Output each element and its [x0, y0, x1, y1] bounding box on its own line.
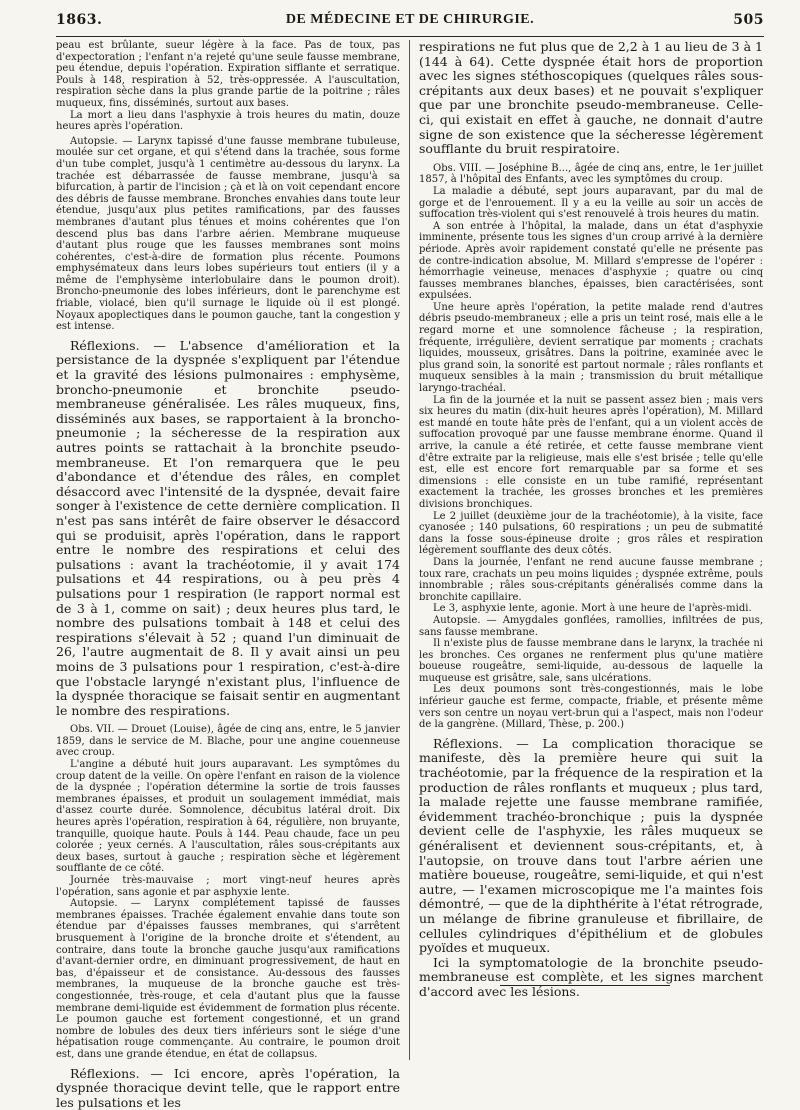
page-number: 505: [733, 12, 764, 28]
case-viii-lungs: Les deux poumons sont très-congestionnés, mais le lobe inférieur gauche est ferme, compacte, friable, et présente même vers son centre un noyau vert-brun qui a l'aspect, mais non l'odeur de la gangrène. (Millard, Thèse, p. 200.): [419, 684, 763, 730]
observation-viii-heading: Obs. VIII. — Joséphine B..., âgée de cinq ans, entre, le 1er juillet 1857, à l'hôpital des Enfants, avec les symptômes du croup.: [419, 163, 763, 186]
case-viii-day: Dans la journée, l'enfant ne rend aucune fausse membrane ; toux rare, crachats un peu moins liquides ; dyspnée extrême, pouls innombrable ; râles sous-crépitants généralisés comme dans la bronchite capillaire.: [419, 557, 763, 603]
case-vi-death: La mort a lieu dans l'asphyxie à trois heures du matin, douze heures après l'opération.: [56, 110, 400, 133]
case-viii-july-2: Le 2 juillet (deuxième jour de la trachéotomie), à la visite, face cyanosée ; 140 pulsations, 60 respirations ; un peu de submatité dans la fosse sous-épineuse droite ; gros râles et respiration légèrement soufflante des deux côtés.: [419, 511, 763, 557]
case-vi-reflections: Réflexions. — L'absence d'amélioration et la persistance de la dyspnée s'expliquent par l'étendue et la gravité des lésions pulmonaires : emphysème, broncho-pneumonie et bronchite pseudo-membraneuse généralisée. Les râles muqueux, fins, disséminés aux bases, se rapportaient à la broncho-pneumonie ; la sécheresse de la respiration aux autres points se rattachait à la bronchite pseudo-membraneuse. Et l'on remarquera que le peu d'abondance et d'étendue des râles, en complet désaccord avec l'intensité de la dyspnée, devait faire songer à l'existence de cette dernière complication. Il n'est pas sans intérêt de faire observer le désaccord qui se produisit, après l'opération, dans le rapport entre le nombre des respirations et celui des pulsations : avant la trachéotomie, il y avait 174 pulsations et 44 respirations, ou à peu près 4 pulsations pour 1 respiration (le rapport normal est de 3 à 1, comme on sait) ; deux heures plus tard, le nombre des pulsations tombait à 148 et celui des respirations s'élevait à 52 ; quand l'un diminuait de 26, l'autre augmentait de 8. Il y avait ainsi un peu moins de 3 pulsations pour 1 respiration, c'est-à-dire que l'obstacle laryngé n'existant plus, l'influence de la dyspnée thoracique se faisait sentir en augmentant le nombre des respirations.: [56, 339, 400, 718]
case-viii-first-hour: Une heure après l'opération, la petite malade rend d'autres débris pseudo-membraneux ; elle a pris un teint rosé, mais elle a le regard morne et une somnolence fâcheuse ; la respiration, fréquente, irrégulière, devient serratique par moments ; crachats liquides, mousseux, grisâtres. Dans la poitrine, examinée avec le plus grand soin, la sonorité est partout normale ; râles ronflants et muqueux sensibles à la main ; transmission du bruit métallique laryngo-trachéal.: [419, 302, 763, 395]
case-vii-history: L'angine a débuté huit jours auparavant. Les symptômes du croup datent de la veille. On opère l'enfant en raison de la violence de la dyspnée ; l'opération détermine la sortie de trois fausses membranes épaisses, et produit un soulagement immédiat, mais d'assez courte durée. Somnolence, décubitus latéral droit. Dix heures après l'opération, respiration à 64, régulière, non bruyante, tranquille, quoique haute. Pouls à 144. Peau chaude, face un peu colorée ; yeux cernés. A l'auscultation, râles sous-crépitants aux deux bases, surtout à gauche ; respiration sèche et légèrement soufflante de ce côté.: [56, 759, 400, 875]
case-vi-continuation: peau est brûlante, sueur légère à la face. Pas de toux, pas d'expectoration ; l'enfant n'a rejeté qu'une seule fausse membrane, peu étendue, depuis l'opération. Expiration sifflante et serratique. Pouls à 148, respiration à 52, très-oppressée. A l'auscultation, respiration sèche dans la plus grande partie de la poitrine ; râles muqueux, fins, disséminés, surtout aux bases.: [56, 40, 400, 110]
end-rule: [500, 985, 670, 986]
case-vii-autopsy: Autopsie. — Larynx complétement tapissé de fausses membranes épaisses. Trachée également envahie dans toute son étendue par d'épaisses fausses membranes, qui s'arrêtent brusquement à l'origine de la bronche droite et s'étendent, au contraire, dans toute la bronche gauche jusqu'aux ramifications d'avant-dernier ordre, en diminuant progressivement, de haut en bas, d'épaisseur et de consistance. Au-dessous des fausses membranes, la muqueuse de la bronche gauche est très-congestionnée, très-rouge, et cela d'autant plus que la fausse membrane demi-liquide est évidemment de formation plus récente. Le poumon gauche est fortement congestionné, et un grand nombre de lobules des deux tiers inférieurs sont le siége d'une hépatisation rouge commençante. Au contraire, le poumon droit est, dans une grande étendue, en état de collapsus.: [56, 898, 400, 1060]
case-viii-onset: La maladie a débuté, sept jours auparavant, par du mal de gorge et de l'enrouement. Il y a eu la veille au soir un accès de suffocation très-violent qui s'est renouvelé à trois heures du matin.: [419, 186, 763, 221]
case-viii-admission: A son entrée à l'hôpital, la malade, dans un état d'asphyxie imminente, présente tous les signes d'un croup arrivé à la dernière période. Après avoir rapidement constaté qu'elle ne présente pas de contre-indication absolue, M. Millard s'empresse de l'opérer : hémorrhagie veineuse, menaces d'asphyxie ; quatre ou cinq fausses membranes blanches, épaisses, bien caractérisées, sont expulsées.: [419, 221, 763, 302]
case-viii-july-3: Le 3, asphyxie lente, agonie. Mort à une heure de l'après-midi.: [419, 603, 763, 615]
case-vii-death: Journée très-mauvaise ; mort vingt-neuf heures après l'opération, sans agonie et par asphyxie lente.: [56, 875, 400, 898]
case-vii-reflections-continued: respirations ne fut plus que de 2,2 à 1 au lieu de 3 à 1 (144 à 64). Cette dyspnée était hors de proportion avec les signes stéthoscopiques (quelques râles sous-crépitants aux deux bases) et ne pouvait s'expliquer que par une bronchite pseudo-membraneuse. Celle-ci, qui existait en effet à gauche, ne donnait d'autre signe de son existence que la sécheresse légèrement soufflante du bruit respiratoire.: [419, 40, 763, 157]
case-viii-autopsy: Autopsie. — Amygdales gonflées, ramollies, infiltrées de pus, sans fausse membrane.: [419, 615, 763, 638]
closing-conclusion: Ici la symptomatologie de la bronchite pseudo-membraneuse est complète, et les signes marchent d'accord avec les lésions.: [419, 956, 763, 1000]
case-viii-reflections: Réflexions. — La complication thoracique se manifeste, dès la première heure qui suit la trachéotomie, par la fréquence de la respiration et la production de râles ronflants et muqueux ; plus tard, la malade rejette une fausse membrane ramifiée, évidemment trachéo-bronchique ; puis la dyspnée devient celle de l'asphyxie, les râles muqueux se généralisent et deviennent sous-crépitants, et, à l'autopsie, on trouve dans tout l'arbre aérien une matière boueuse, rougeâtre, semi-liquide, et qui n'est autre, — l'examen microscopique me l'a maintes fois démontré, — que de la diphthérite à l'état rétrograde, un mélange de fibrine granuleuse et fibrillaire, de cellules cylindriques d'épithélium et de globules pyoïdes et muqueux.: [419, 737, 763, 956]
observation-vii-heading: Obs. VII. — Drouet (Louise), âgée de cinq ans, entre, le 5 janvier 1859, dans le service de M. Blache, pour une angine couenneuse avec croup.: [56, 724, 400, 759]
left-column: [56, 40, 400, 1100]
text-columns: [56, 40, 764, 1100]
case-viii-night: La fin de la journée et la nuit se passent assez bien ; mais vers six heures du matin (dix-huit heures après l'opération), M. Millard est mandé en toute hâte près de l'enfant, qui a un violent accès de suffocation provoqué par une fausse membrane énorme. Quand il arrive, la canule a été retirée, et cette fausse membrane vient d'être extraite par la religieuse, mais elle s'est brisée ; telle qu'elle est, elle est encore fort remarquable par sa forme et ses dimensions : elle consiste en un tube ramifié, représentant exactement la trachée, les grosses bronches et les premières divisions bronchiques.: [419, 395, 763, 511]
case-vi-autopsy: Autopsie. — Larynx tapissé d'une fausse membrane tubuleuse, moulée sur cet organe, et qui s'étend dans la trachée, sous forme d'un tube complet, jusqu'à 1 centimètre au-dessous du larynx. La trachée est débarrassée de fausse membrane, jusqu'à sa bifurcation, à partir de l'incision ; çà et là on voit cependant encore des débris de fausse membrane. Bronches envahies dans toute leur étendue, jusqu'aux plus petites ramifications, par des fausses membranes d'autant plus ténues et moins cohérentes que l'on descend plus bas dans l'arbre aérien. Membrane muqueuse d'autant plus rouge que les fausses membranes sont moins cohérentes, c'est-à-dire de formation plus récente. Poumons emphysémateux dans leurs lobes supérieurs tout entiers (il y a même de l'emphysème interlobulaire dans le poumon droit). Broncho-pneumonie des lobes inférieurs, dont le parenchyme est friable, violacé, bien qu'il surnage le liquide où il est plongé. Noyaux apoplectiques dans le poumon gauche, tant la congestion y est intense.: [56, 136, 400, 333]
header-year: 1863.: [56, 12, 102, 28]
case-viii-airways: Il n'existe plus de fausse membrane dans le larynx, la trachée ni les bronches. Ces organes ne renferment plus qu'une matière boueuse rougeâtre, semi-liquide, au-dessous de laquelle la muqueuse est grisâtre, sale, sans ulcérations.: [419, 638, 763, 684]
running-header: [56, 0, 764, 37]
column-divider: [409, 40, 410, 1060]
journal-title: DE MÉDECINE ET DE CHIRURGIE.: [56, 12, 764, 28]
case-vii-reflections: Réflexions. — Ici encore, après l'opération, la dyspnée thoracique devint telle, que le rapport entre les pulsations et les: [56, 1067, 400, 1110]
right-column: [419, 40, 763, 1100]
